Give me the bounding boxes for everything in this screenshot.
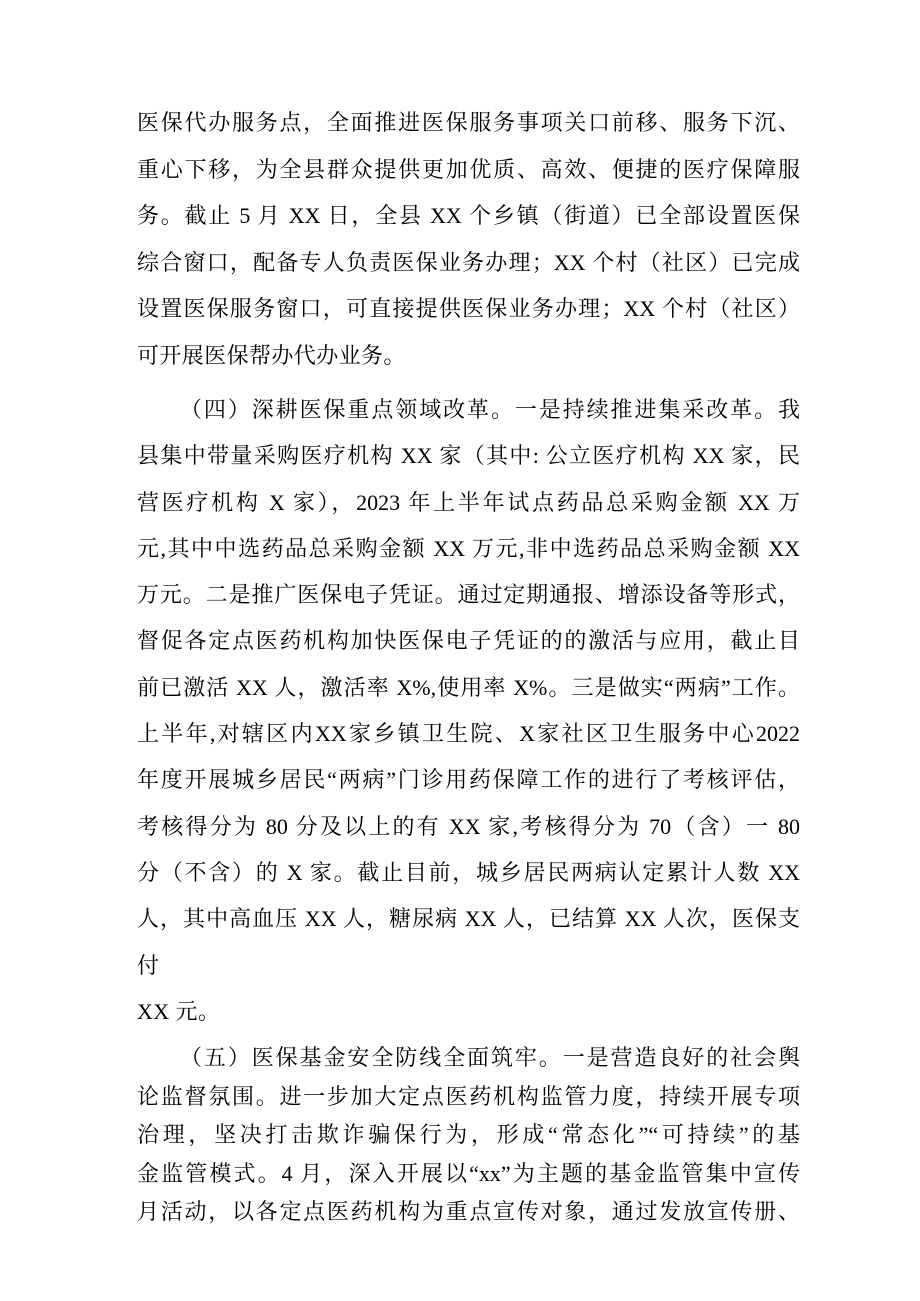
text-line: 重心下移，为全县群众提供更加优质、高效、便捷的医疗保障服 — [137, 156, 800, 182]
text-line: 月活动，以各定点医药机构为重点宣传对象，通过发放宣传册、 — [137, 1199, 800, 1224]
text-line: 营医疗机构 X 家），2023 年上半年试点药品总采购金额 XX 万 — [137, 489, 800, 515]
text-line: 综合窗口，配备专人负责医保业务办理；XX 个村（社区）已完成 — [137, 249, 800, 275]
text-line: 人，其中高血压 XX 人，糖尿病 XX 人，已结算 XX 人次，医保支 — [137, 906, 800, 932]
text-line: XX 元。 — [137, 998, 221, 1024]
paragraph-key-reforms — [137, 387, 800, 1035]
text-line: 付 — [137, 952, 160, 978]
text-line: 金监管模式。4 月，深入开展以“xx”为主题的基金监管集中宣传 — [137, 1160, 800, 1186]
paragraph-heading-line: （五）医保基金安全防线全面筑牢。一是营造良好的社会舆 — [180, 1045, 800, 1070]
paragraph-heading-line: （四）深耕医保重点领域改革。一是持续推进集采改革。我 — [180, 397, 800, 422]
text-line: 务。截止 5 月 XX 日，全县 XX 个乡镇（街道）已全部设置医保 — [137, 203, 800, 228]
text-line: 考核得分为 80 分及以上的有 XX 家,考核得分为 70（含）一 80 — [137, 813, 800, 839]
text-line: 论监督氛围。进一步加大定点医药机构监管力度，持续开展专项 — [137, 1083, 800, 1109]
text-line: 年度开展城乡居民“两病”门诊用药保障工作的进行了考核评估， — [137, 767, 800, 793]
text-line: 设置医保服务窗口，可直接提供医保业务办理；XX 个村（社区） — [137, 296, 800, 321]
text-line: 治理，坚决打击欺诈骗保行为，形成“常态化”“可持续”的基 — [137, 1122, 800, 1147]
text-line: 分（不含）的 X 家。截止目前，城乡居民两病认定累计人数 XX — [137, 859, 800, 885]
text-line: 前已激活 XX 人，激活率 X%,使用率 X%。三是做实“两病”工作。 — [137, 674, 800, 700]
paragraph-fund-safety — [137, 1039, 800, 1232]
text-line: 可开展医保帮办代办业务。 — [137, 342, 406, 368]
paragraph-service-points — [137, 100, 800, 379]
text-line: 万元。二是推广医保电子凭证。通过定期通报、增添设备等形式， — [137, 582, 800, 608]
text-line: 督促各定点医药机构加快医保电子凭证的的激活与应用，截止目 — [137, 628, 800, 654]
text-line: 县集中带量采购医疗机构 XX 家（其中: 公立医疗机构 XX 家，民 — [137, 443, 800, 469]
text-line: 医保代办服务点，全面推进医保服务事项关口前移、服务下沉、 — [137, 110, 800, 135]
text-line: 元,其中中选药品总采购金额 XX 万元,非中选药品总采购金额 XX — [137, 535, 800, 561]
text-line: 上半年,对辖区内XX家乡镇卫生院、X家社区卫生服务中心2022 — [137, 721, 800, 747]
